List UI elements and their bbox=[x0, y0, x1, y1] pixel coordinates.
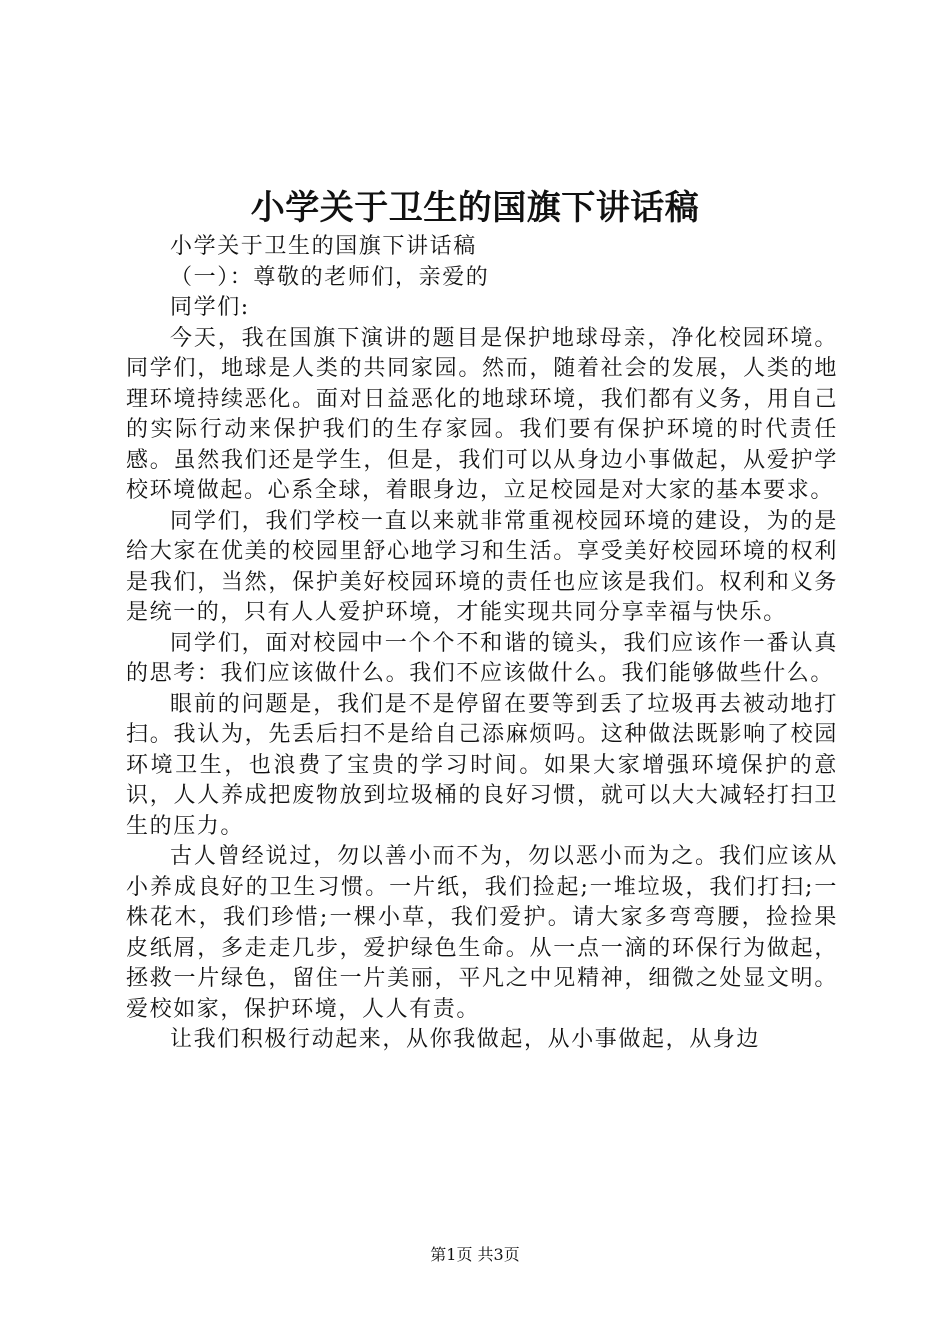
paragraph: 小学关于卫生的国旗下讲话稿 bbox=[170, 234, 477, 259]
paragraph: 今天，我在国旗下演讲的题目是保护地球母亲，净化校园环境。同学们，地球是人类的共同家园。然而，随着社会的发展，人类的地理环境持续恶化。面对日益恶化的地球环境，我们都有义务，用自己的实际行动来保护我们的生存家园。我们要有保护环境的时代责任感。虽然我们还是学生，但是，我们可以从身边小事做起，从爱护学校环境做起。心系全球，着眼身边，立足校园是对大家的基本要求。 bbox=[126, 325, 838, 503]
paragraph: 让我们积极行动起来，从你我做起，从小事做起，从身边 bbox=[170, 1027, 761, 1052]
paragraph: 眼前的问题是，我们是不是停留在要等到丢了垃圾再去被动地打扫。我认为，先丢后扫不是给自己添麻烦吗。这种做法既影响了校园环境卫生，也浪费了宝贵的学习时间。如果大家增强环境保护的意识，人人养成把废物放到垃圾桶的良好习惯，就可以大大减轻打扫卫生的压力。 bbox=[126, 691, 838, 839]
paragraph: 同学们: bbox=[170, 295, 250, 320]
page-number-footer: 第1页 共3页 bbox=[430, 1245, 520, 1264]
document-body bbox=[126, 232, 838, 1056]
paragraph: 同学们，我们学校一直以来就非常重视校园环境的建设，为的是给大家在优美的校园里舒心地学习和生活。享受美好校园环境的权利是我们，当然，保护美好校园环境的责任也应该是我们。权利和义务是统一的，只有人人爱护环境，才能实现共同分享幸福与快乐。 bbox=[126, 508, 838, 625]
paragraph: （一）：尊敬的老师们，亲爱的 bbox=[170, 264, 490, 290]
paragraph: 同学们，面对校园中一个个不和谐的镜头，我们应该作一番认真的思考：我们应该做什么。我们不应该做什么。我们能够做些什么。 bbox=[126, 630, 838, 686]
paragraph: 古人曾经说过，勿以善小而不为，勿以恶小而为之。我们应该从小养成良好的卫生习惯。一片纸，我们捡起;一堆垃圾，我们打扫;一株花木，我们珍惜;一棵小草，我们爱护。请大家多弯弯腰，捡捡果皮纸屑，多走走几步，爱护绿色生命。从一点一滴的环保行为做起，拯救一片绿色，留住一片美丽，平凡之中见精神，细微之处显文明。爱校如家，保护环境，人人有责。 bbox=[126, 844, 838, 1022]
document-title: 小学关于卫生的国旗下讲话稿 bbox=[250, 188, 700, 228]
